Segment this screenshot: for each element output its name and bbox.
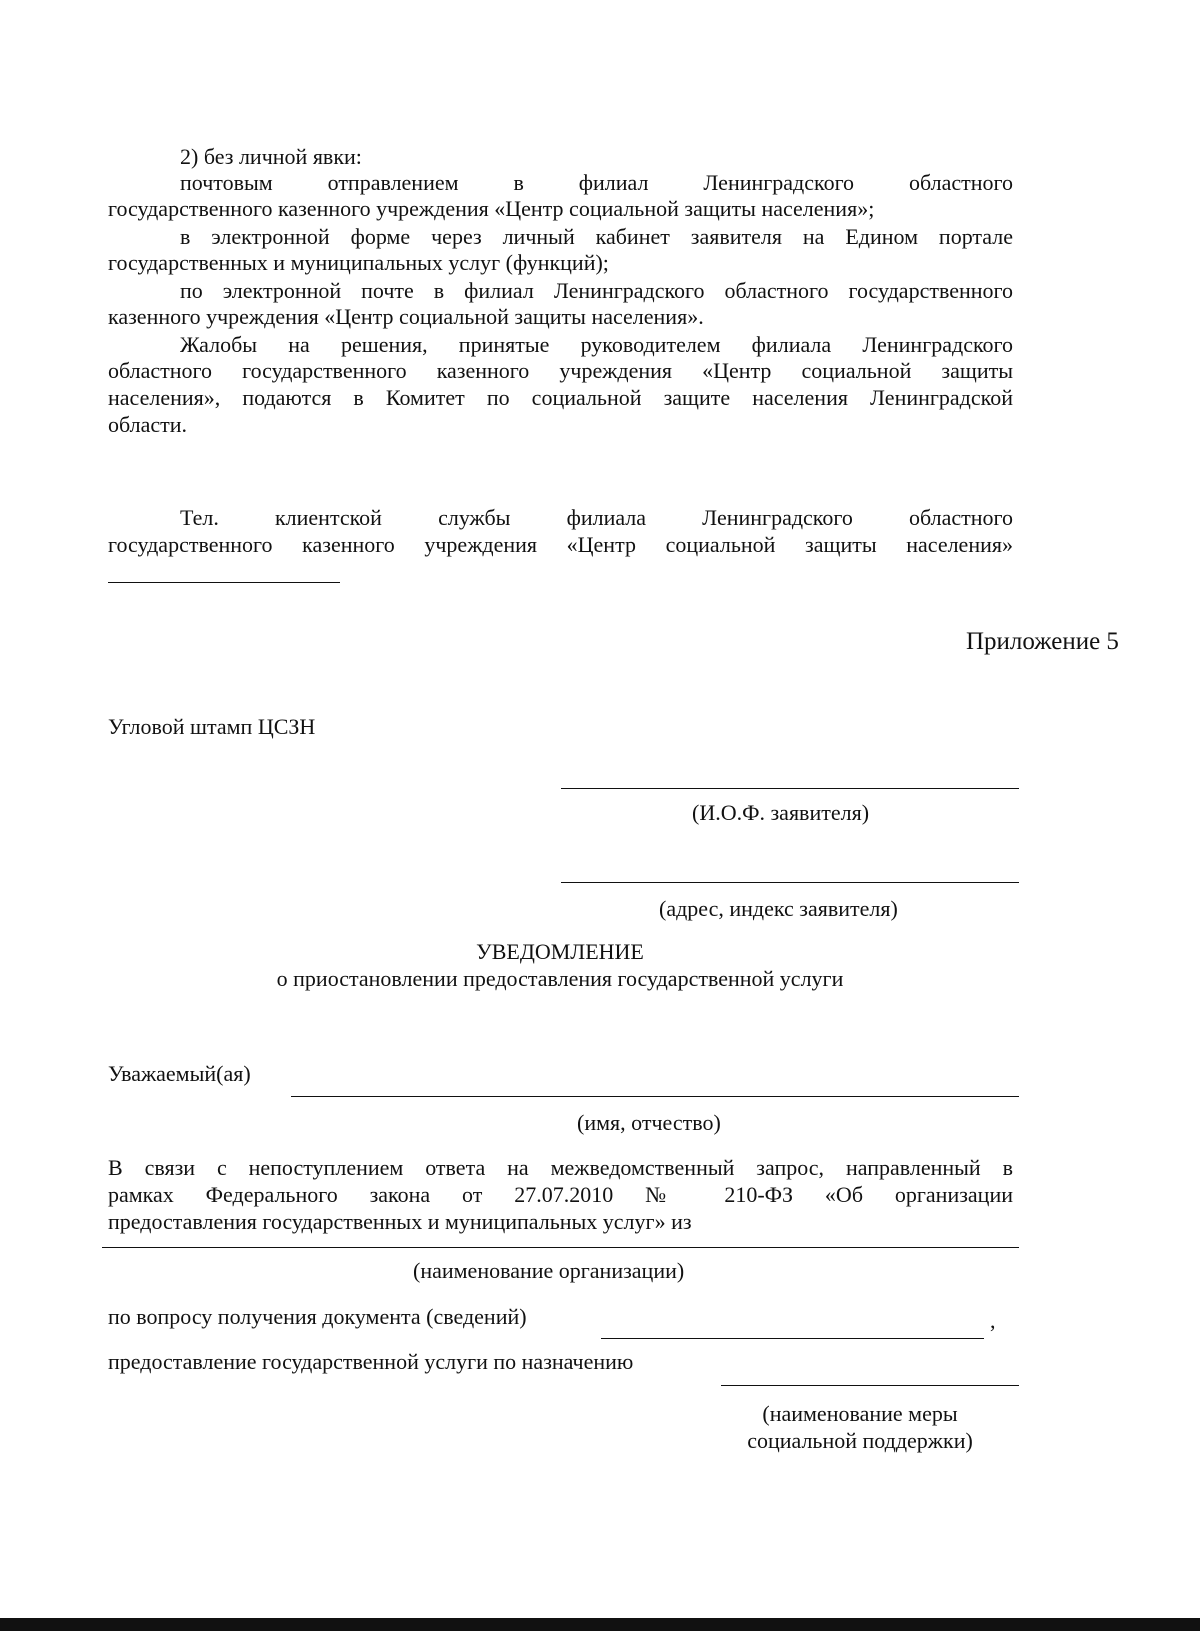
complaints-line-3: населения», подаются в Комитет по социальной защите населения Ленинградской xyxy=(108,385,1013,410)
document-question: по вопросу получения документа (сведений) xyxy=(108,1304,527,1329)
body-line-1: В связи с непоступлением ответа на межведомственный запрос, направленный в xyxy=(108,1155,1013,1180)
applicant-address-line xyxy=(561,882,1019,883)
applicant-name-line xyxy=(561,788,1019,789)
email-line-1: по электронной почте в филиал Ленинградского областного государственного xyxy=(180,278,1013,303)
salutation: Уважаемый(ая) xyxy=(108,1061,251,1086)
body-line-3: предоставления государственных и муниципальных услуг» из xyxy=(108,1209,692,1234)
body-line-2: рамках Федерального закона от 27.07.2010 № 210-ФЗ «Об организации xyxy=(108,1182,1013,1207)
measure-caption-line-1: (наименование меры xyxy=(762,1401,958,1426)
corner-stamp-label: Угловой штамп ЦСЗН xyxy=(108,714,316,739)
measure-blank-line xyxy=(721,1385,1019,1386)
applicant-address-caption: (адрес, индекс заявителя) xyxy=(659,896,898,921)
complaints-line-2: областного государственного казенного учреждения «Центр социальной защиты xyxy=(108,358,1013,383)
comma: , xyxy=(990,1308,996,1333)
measure-caption-line-2: социальной поддержки) xyxy=(747,1428,973,1453)
electronic-line-2: государственных и муниципальных услуг (функций); xyxy=(108,250,609,275)
mail-line-2: государственного казенного учреждения «Центр социальной защиты населения»; xyxy=(108,196,875,221)
recipient-name-line xyxy=(291,1096,1019,1097)
notice-title: УВЕДОМЛЕНИЕ xyxy=(476,939,644,964)
document-blank-line xyxy=(601,1338,984,1339)
name-caption: (имя, отчество) xyxy=(577,1110,721,1135)
email-line-2: казенного учреждения «Центр социальной защиты населения». xyxy=(108,304,704,329)
service-line: предоставление государственной услуги по назначению xyxy=(108,1349,634,1374)
phone-line-2: государственного казенного учреждения «Центр социальной защиты населения» xyxy=(108,532,1013,557)
complaints-line-1: Жалобы на решения, принятые руководителем филиала Ленинградского xyxy=(180,332,1013,357)
applicant-name-caption: (И.О.Ф. заявителя) xyxy=(692,800,870,825)
organization-line xyxy=(102,1247,1019,1248)
appendix-label: Приложение 5 xyxy=(966,628,1119,655)
phone-blank-line xyxy=(108,582,340,583)
mail-line-1: почтовым отправлением в филиал Ленинградского областного xyxy=(180,170,1013,195)
scan-edge-band xyxy=(0,1618,1200,1631)
electronic-line-1: в электронной форме через личный кабинет заявителя на Едином портале xyxy=(180,224,1013,249)
phone-line-1: Тел. клиентской службы филиала Ленинградского областного xyxy=(180,505,1013,530)
organization-caption: (наименование организации) xyxy=(413,1258,685,1283)
item-2-heading: 2) без личной явки: xyxy=(180,144,362,169)
complaints-line-4: области. xyxy=(108,412,188,437)
notice-subtitle: о приостановлении предоставления государственной услуги xyxy=(276,966,844,991)
